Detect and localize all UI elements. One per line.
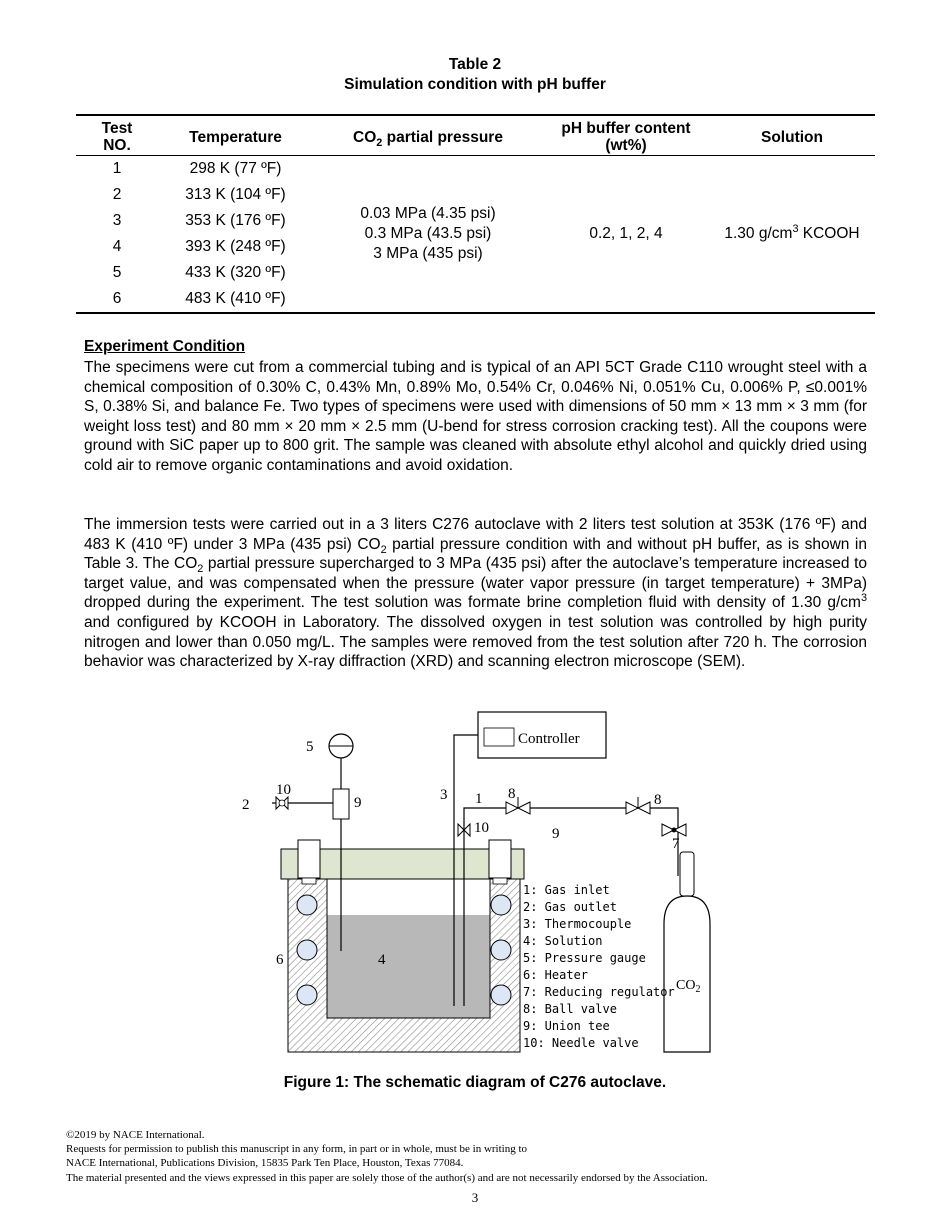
label-number: 6 (276, 952, 284, 968)
table-title: Simulation condition with pH buffer (344, 76, 606, 93)
heater-element (491, 985, 511, 1005)
label-number: 5 (306, 739, 314, 755)
label-number: 4 (378, 952, 386, 968)
label-number: 2 (242, 797, 250, 813)
heater-element (297, 895, 317, 915)
controller-label: Controller (518, 731, 580, 747)
paragraph-immersion-tests: The immersion tests were carried out in a 3 liters C276 autoclave with 2 liters test solution at 353K (176 ºF) and 483 K (410 ºF) under 3 MPa (435 psi) $CO_2$ partial pressure condition with and without pH buffer, as is shown in Table 3. The $CO_2$ partial pressure supercharged to 3 MPa (435 psi) after the autoclave’s temperature increased to target value, and was compensated when the pressure (water vapor pressure (in target temperature) + 3MPa) dropped during the experiment. The test solution was formate brine completion fluid with density of 1.30 $g/cm^3$ and configured by KCOOH in Laboratory. The dissolved oxygen in test solution was controlled by high purity nitrogen and lower than 0.050 mg/L. The samples were removed from the test solution after 720 h. The corrosion behavior was characterized by X-ray diffraction (XRD) and scanning electron microscope (SEM). (84, 516, 867, 671)
cell-ph-buffer: 0.2, 1, 2, 4 (589, 225, 663, 242)
cell-temperature: 483 K (410 ºF) (185, 290, 286, 307)
header-solution: Solution (761, 128, 823, 146)
autoclave-schematic (230, 706, 730, 1062)
legend-item: 4: Solution (523, 934, 603, 948)
page-number: 3 (471, 1190, 479, 1205)
table-number: Table 2 (448, 56, 502, 73)
union-tee-outlet (333, 789, 349, 819)
cell-temperature: 353 K (176 ºF) (185, 212, 286, 229)
figure-caption: Figure 1: The schematic diagram of C276 autoclave. (283, 1074, 667, 1091)
legend-item: 1: Gas inlet (523, 883, 610, 897)
solution-fill (327, 915, 490, 1018)
label-number: 10 (276, 782, 291, 798)
label-number: 7 (672, 836, 680, 852)
header-co2-partial-pressure: $CO_2$ partial pressure (353, 128, 503, 149)
cell-temperature: 433 K (320 ºF) (185, 264, 286, 281)
footer-line: NACE International, Publications Division, 15835 Park Ten Place, Houston, Texas 77084. (66, 1157, 464, 1170)
co2-cylinder-label: $CO_2$ (676, 978, 701, 995)
header-test-no: Test NO. (101, 120, 133, 154)
legend-item: 10: Needle valve (523, 1036, 639, 1050)
cell-solution: 1.30 $g/cm^3$ KCOOH (724, 222, 860, 242)
cell-temperature: 298 K (77 ºF) (189, 160, 282, 177)
cell-test-no: 4 (112, 238, 122, 255)
label-number: 1 (475, 791, 483, 807)
footer-line: ©2019 by NACE International. (66, 1129, 205, 1141)
copyright-footer (66, 1128, 707, 1185)
label-number: 8 (508, 786, 516, 802)
cell-temperature: 393 K (248 ºF) (185, 238, 286, 255)
footer-line: Requests for permission to publish this manuscript in any form, in part or in whole, must be in writing to (66, 1143, 528, 1156)
header-ph-buffer: pH buffer content (wt%) (561, 120, 691, 154)
header-temperature: Temperature (189, 128, 282, 146)
heater-element (297, 940, 317, 960)
cell-pressure: 0.03 MPa (4.35 psi) 0.3 MPa (43.5 psi) 3 MPa (435 psi) (360, 205, 496, 262)
simulation-condition-table (76, 114, 875, 314)
cell-test-no: 6 (112, 290, 122, 307)
heater-element (297, 985, 317, 1005)
lid-bolt-right (489, 840, 511, 878)
cell-temperature: 313 K (104 ºF) (185, 186, 286, 203)
label-number: 10 (474, 820, 489, 836)
legend-item: 9: Union tee (523, 1019, 610, 1033)
lid-bolt-left (298, 840, 320, 878)
paragraph-specimens: The specimens were cut from a commercial tubing and is typical of an API 5CT Grade C110 wrought steel with a chemical composition of 0.30% C, 0.43% Mn, 0.89% Mo, 0.54% Cr, 0.046% Ni, 0.051% Cu, 0.006% P, ≤0.001% S, 0.38% Si, and balance Fe. Two types of specimens were used with dimensions of 50 mm × 13 mm × 3 mm (for weight loss test) and 80 mm × 20 mm × 2.5 mm (U-bend for stress corrosion cracking test). All the coupons were ground with SiC paper up to 800 grit. The sample was cleaned with absolute ethyl alcohol and quickly dried using cold air to remove organic contaminations and avoid oxidation. (84, 359, 867, 474)
heater-element (491, 895, 511, 915)
label-number: 9 (354, 795, 362, 811)
heater-element (491, 940, 511, 960)
cell-test-no: 5 (112, 264, 122, 281)
legend-item: 6: Heater (523, 968, 589, 982)
legend-item: 2: Gas outlet (523, 900, 617, 914)
cell-test-no: 3 (112, 212, 122, 229)
legend-item: 8: Ball valve (523, 1002, 617, 1016)
label-number: 8 (654, 792, 662, 808)
legend-item: 3: Thermocouple (523, 917, 632, 931)
legend-item: 7: Reducing regulator (523, 985, 675, 999)
cell-test-no: 2 (112, 186, 122, 203)
table-header-row (76, 115, 875, 156)
section-heading: Experiment Condition (84, 338, 246, 355)
cylinder-neck (680, 852, 694, 896)
controller-display-icon (484, 728, 514, 746)
footer-line: The material presented and the views expressed in this paper are solely those of the author(s) and are not necessarily endorsed by the Association. (66, 1171, 708, 1184)
table-row (76, 156, 875, 183)
label-number: 9 (552, 826, 560, 842)
diagram-legend (523, 883, 675, 1050)
co2-cylinder (664, 896, 710, 1052)
legend-item: 5: Pressure gauge (523, 951, 646, 965)
cell-test-no: 1 (112, 160, 122, 177)
label-number: 3 (440, 787, 448, 803)
